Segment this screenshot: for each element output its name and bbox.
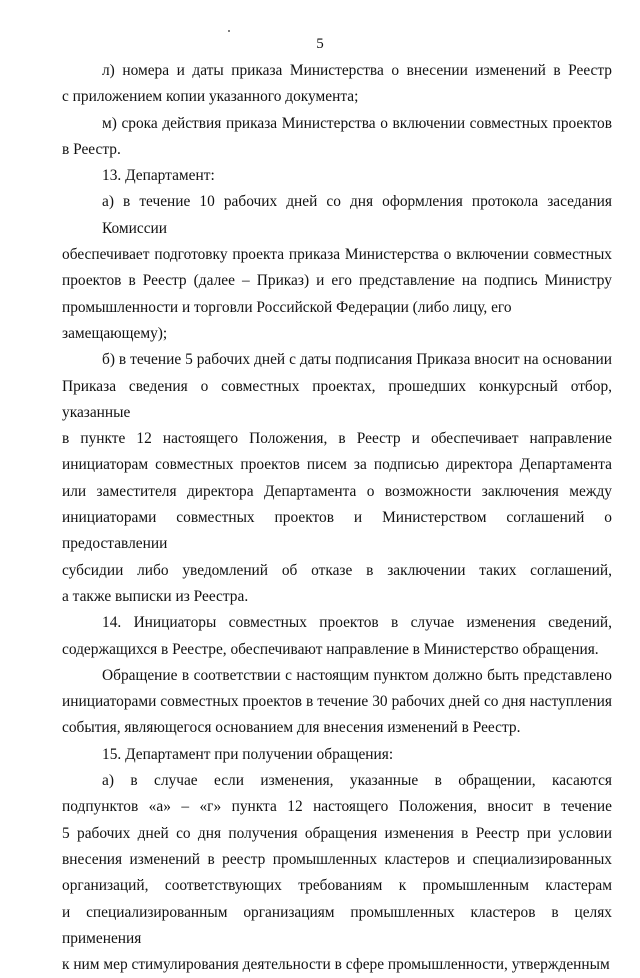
text-line: инициаторами совместных проектов в течение 30 рабочих дней со дня наступления	[62, 693, 612, 711]
text-line: субсидии либо уведомлений об отказе в заключении таких соглашений,	[62, 561, 612, 579]
paragraph-p14b	[62, 663, 612, 742]
text-line: проектов в Реестр (далее – Приказ) и его представление на подпись Министру	[62, 272, 612, 290]
text-line: 13. Департамент:	[102, 167, 215, 185]
paragraph-p13	[62, 163, 612, 189]
paragraph-p15a	[62, 768, 612, 978]
paragraph-p13a	[62, 189, 612, 347]
text-line: 15. Департамент при получении обращения:	[102, 745, 394, 763]
text-line: содержащихся в Реестре, обеспечивают направление в Министерство обращения.	[62, 640, 599, 658]
text-line: м) срока действия приказа Министерства о включении совместных проектов	[102, 114, 612, 132]
text-line: или заместителя директора Департамента о возможности заключения между	[62, 482, 612, 500]
text-line: обеспечивает подготовку проекта приказа Министерства о включении совместных	[62, 246, 612, 264]
text-line: 5 рабочих дней со дня получения обращения изменения в Реестр при условии	[62, 824, 612, 842]
text-line: в пункте 12 настоящего Положения, в Реестр и обеспечивает направление	[62, 430, 612, 448]
text-line: к ним мер стимулирования деятельности в сфере промышленности, утвержденным	[62, 956, 610, 974]
text-line: и специализированным организациям промышленных кластеров в целях применения	[62, 903, 612, 947]
text-line: б) в течение 5 рабочих дней с даты подписания Приказа вносит на основании	[102, 351, 612, 369]
text-line: организаций, соответствующих требованиям к промышленным кластерам	[62, 877, 612, 895]
paragraph-m	[62, 111, 612, 164]
text-line: в Реестр.	[62, 140, 121, 158]
page-number: 5	[316, 36, 324, 52]
paragraph-p14	[62, 610, 612, 663]
document-body	[62, 58, 612, 978]
text-line: а также выписки из Реестра.	[62, 587, 249, 605]
text-line: с приложением копии указанного документа;	[62, 88, 359, 106]
text-line: инициаторам совместных проектов писем за подписью директора Департамента	[62, 456, 612, 474]
text-line: Приказа сведения о совместных проектах, прошедших конкурсный отбор, указанные	[62, 377, 612, 421]
text-line: внесения изменений в реестр промышленных кластеров и специализированных	[62, 850, 612, 868]
text-line: инициаторами совместных проектов и Министерством соглашений о предоставлении	[62, 509, 612, 553]
scan-speck	[228, 30, 230, 32]
paragraph-p13b	[62, 347, 612, 610]
text-line: а) в случае если изменения, указанные в обращении, касаются	[102, 772, 612, 790]
text-line: промышленности и торговли Российской Федерации (либо лицу, его замещающему);	[62, 298, 512, 342]
text-line: л) номера и даты приказа Министерства о внесении изменений в Реестр	[102, 62, 612, 79]
text-line: 14. Инициаторы совместных проектов в случае изменения сведений,	[102, 614, 612, 632]
text-line: подпунктов «а» – «г» пункта 12 настоящего Положения, вносит в течение	[62, 798, 612, 816]
text-line: а) в течение 10 рабочих дней со дня оформления протокола заседания Комиссии	[102, 193, 612, 237]
paragraph-l	[62, 58, 612, 111]
paragraph-p15	[62, 742, 612, 768]
text-line: Обращение в соответствии с настоящим пунктом должно быть представлено	[102, 666, 612, 684]
text-line: события, являющегося основанием для внесения изменений в Реестр.	[62, 719, 521, 737]
